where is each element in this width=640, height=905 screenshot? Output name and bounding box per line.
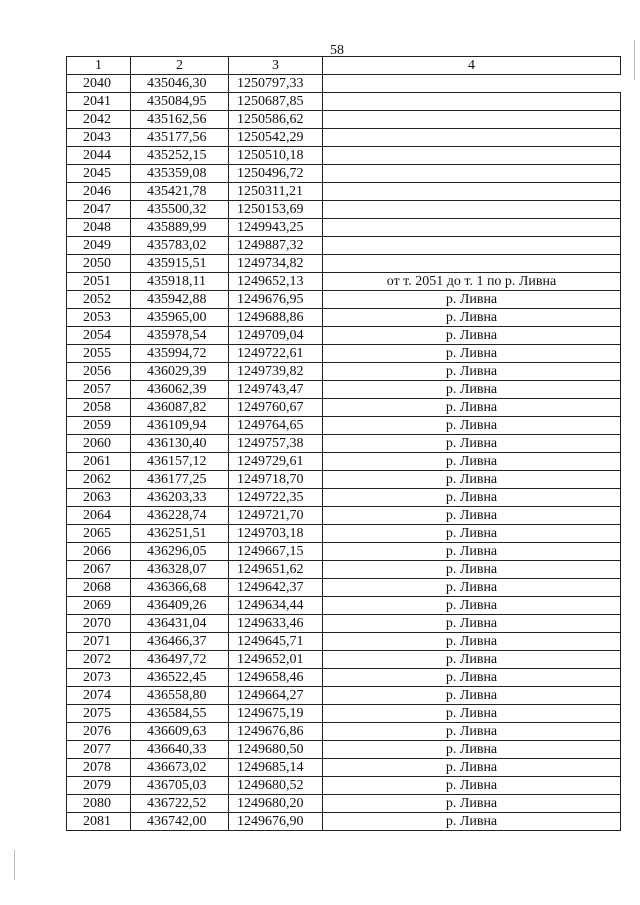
y-coordinate-cell: 1249633,46 bbox=[229, 615, 323, 633]
point-number-cell: 2051 bbox=[67, 273, 131, 291]
description-cell: р. Ливна bbox=[323, 561, 621, 579]
table-row bbox=[67, 147, 621, 165]
point-number-cell: 2056 bbox=[67, 363, 131, 381]
table-row bbox=[67, 687, 621, 705]
x-coordinate-cell: 436673,02 bbox=[131, 759, 229, 777]
x-coordinate-cell: 436029,39 bbox=[131, 363, 229, 381]
y-coordinate-cell: 1249664,27 bbox=[229, 687, 323, 705]
scan-edge-mark bbox=[14, 850, 15, 880]
point-number-cell: 2059 bbox=[67, 417, 131, 435]
description-cell bbox=[323, 93, 621, 111]
y-coordinate-cell: 1249642,37 bbox=[229, 579, 323, 597]
y-coordinate-cell: 1249652,01 bbox=[229, 651, 323, 669]
table-row bbox=[67, 813, 621, 831]
x-coordinate-cell: 435046,30 bbox=[131, 75, 229, 93]
scan-edge-mark bbox=[634, 40, 635, 80]
point-number-cell: 2066 bbox=[67, 543, 131, 561]
y-coordinate-cell: 1250797,33 bbox=[229, 75, 323, 93]
x-coordinate-cell: 436087,82 bbox=[131, 399, 229, 417]
x-coordinate-cell: 436366,68 bbox=[131, 579, 229, 597]
table-row bbox=[67, 165, 621, 183]
y-coordinate-cell: 1250153,69 bbox=[229, 201, 323, 219]
x-coordinate-cell: 436522,45 bbox=[131, 669, 229, 687]
x-coordinate-cell: 435084,95 bbox=[131, 93, 229, 111]
table-row bbox=[67, 255, 621, 273]
y-coordinate-cell: 1249658,46 bbox=[229, 669, 323, 687]
x-coordinate-cell: 436177,25 bbox=[131, 471, 229, 489]
y-coordinate-cell: 1249634,44 bbox=[229, 597, 323, 615]
description-cell: р. Ливна bbox=[323, 669, 621, 687]
y-coordinate-cell: 1249734,82 bbox=[229, 255, 323, 273]
x-coordinate-cell: 436130,40 bbox=[131, 435, 229, 453]
description-cell: р. Ливна bbox=[323, 795, 621, 813]
table-row bbox=[67, 219, 621, 237]
y-coordinate-cell: 1249676,90 bbox=[229, 813, 323, 831]
y-coordinate-cell: 1250542,29 bbox=[229, 129, 323, 147]
y-coordinate-cell: 1249688,86 bbox=[229, 309, 323, 327]
description-cell: р. Ливна bbox=[323, 489, 621, 507]
point-number-cell: 2068 bbox=[67, 579, 131, 597]
table-row bbox=[67, 237, 621, 255]
description-cell: р. Ливна bbox=[323, 345, 621, 363]
description-cell: р. Ливна bbox=[323, 633, 621, 651]
x-coordinate-cell: 436157,12 bbox=[131, 453, 229, 471]
y-coordinate-cell: 1249718,70 bbox=[229, 471, 323, 489]
description-cell: р. Ливна bbox=[323, 813, 621, 831]
table-row bbox=[67, 417, 621, 435]
description-cell: р. Ливна bbox=[323, 687, 621, 705]
table-row bbox=[67, 381, 621, 399]
x-coordinate-cell: 435978,54 bbox=[131, 327, 229, 345]
y-coordinate-cell: 1249651,62 bbox=[229, 561, 323, 579]
y-coordinate-cell: 1249680,50 bbox=[229, 741, 323, 759]
y-coordinate-cell: 1249722,35 bbox=[229, 489, 323, 507]
table-row bbox=[67, 777, 621, 795]
description-cell bbox=[323, 237, 621, 255]
y-coordinate-cell: 1249680,52 bbox=[229, 777, 323, 795]
y-coordinate-cell: 1249676,95 bbox=[229, 291, 323, 309]
x-coordinate-cell: 435177,56 bbox=[131, 129, 229, 147]
description-cell: от т. 2051 до т. 1 по р. Ливна bbox=[323, 273, 621, 291]
table-row bbox=[67, 111, 621, 129]
point-number-cell: 2063 bbox=[67, 489, 131, 507]
table-row bbox=[67, 183, 621, 201]
x-coordinate-cell: 436640,33 bbox=[131, 741, 229, 759]
description-cell: р. Ливна bbox=[323, 705, 621, 723]
point-number-cell: 2045 bbox=[67, 165, 131, 183]
table-row bbox=[67, 597, 621, 615]
table-row bbox=[67, 201, 621, 219]
table-row bbox=[67, 525, 621, 543]
point-number-cell: 2067 bbox=[67, 561, 131, 579]
y-coordinate-cell: 1249675,19 bbox=[229, 705, 323, 723]
point-number-cell: 2048 bbox=[67, 219, 131, 237]
point-number-cell: 2046 bbox=[67, 183, 131, 201]
table-row bbox=[67, 795, 621, 813]
description-cell bbox=[323, 201, 621, 219]
x-coordinate-cell: 435994,72 bbox=[131, 345, 229, 363]
point-number-cell: 2047 bbox=[67, 201, 131, 219]
description-cell: р. Ливна bbox=[323, 579, 621, 597]
description-cell: р. Ливна bbox=[323, 291, 621, 309]
y-coordinate-cell: 1250586,62 bbox=[229, 111, 323, 129]
y-coordinate-cell: 1249676,86 bbox=[229, 723, 323, 741]
point-number-cell: 2065 bbox=[67, 525, 131, 543]
x-coordinate-cell: 435252,15 bbox=[131, 147, 229, 165]
table-row bbox=[67, 705, 621, 723]
description-cell: р. Ливна bbox=[323, 741, 621, 759]
y-coordinate-cell: 1249943,25 bbox=[229, 219, 323, 237]
table-row bbox=[67, 273, 621, 291]
table-row bbox=[67, 129, 621, 147]
x-coordinate-cell: 436722,52 bbox=[131, 795, 229, 813]
description-cell: р. Ливна bbox=[323, 651, 621, 669]
point-number-cell: 2079 bbox=[67, 777, 131, 795]
description-cell bbox=[323, 165, 621, 183]
column-header-4: 4 bbox=[323, 57, 621, 75]
x-coordinate-cell: 436705,03 bbox=[131, 777, 229, 795]
y-coordinate-cell: 1250311,21 bbox=[229, 183, 323, 201]
description-cell: р. Ливна bbox=[323, 507, 621, 525]
point-number-cell: 2073 bbox=[67, 669, 131, 687]
point-number-cell: 2042 bbox=[67, 111, 131, 129]
table-row bbox=[67, 327, 621, 345]
table-row bbox=[67, 741, 621, 759]
x-coordinate-cell: 436328,07 bbox=[131, 561, 229, 579]
point-number-cell: 2077 bbox=[67, 741, 131, 759]
table-row bbox=[67, 507, 621, 525]
description-cell bbox=[323, 129, 621, 147]
point-number-cell: 2054 bbox=[67, 327, 131, 345]
table-row bbox=[67, 75, 621, 93]
x-coordinate-cell: 435162,56 bbox=[131, 111, 229, 129]
x-coordinate-cell: 436584,55 bbox=[131, 705, 229, 723]
description-cell: р. Ливна bbox=[323, 309, 621, 327]
point-number-cell: 2075 bbox=[67, 705, 131, 723]
table-row bbox=[67, 723, 621, 741]
table-row bbox=[67, 615, 621, 633]
page-number: 58 bbox=[330, 43, 344, 58]
x-coordinate-cell: 436109,94 bbox=[131, 417, 229, 435]
column-header-2: 2 bbox=[131, 57, 229, 75]
y-coordinate-cell: 1249652,13 bbox=[229, 273, 323, 291]
description-cell: р. Ливна bbox=[323, 525, 621, 543]
point-number-cell: 2044 bbox=[67, 147, 131, 165]
point-number-cell: 2076 bbox=[67, 723, 131, 741]
point-number-cell: 2078 bbox=[67, 759, 131, 777]
point-number-cell: 2043 bbox=[67, 129, 131, 147]
point-number-cell: 2057 bbox=[67, 381, 131, 399]
point-number-cell: 2071 bbox=[67, 633, 131, 651]
table-row bbox=[67, 669, 621, 687]
point-number-cell: 2040 bbox=[67, 75, 131, 93]
y-coordinate-cell: 1249760,67 bbox=[229, 399, 323, 417]
point-number-cell: 2070 bbox=[67, 615, 131, 633]
description-cell: р. Ливна bbox=[323, 453, 621, 471]
table-row bbox=[67, 435, 621, 453]
table-row bbox=[67, 759, 621, 777]
description-cell: р. Ливна bbox=[323, 597, 621, 615]
point-number-cell: 2053 bbox=[67, 309, 131, 327]
y-coordinate-cell: 1249667,15 bbox=[229, 543, 323, 561]
description-cell: р. Ливна bbox=[323, 381, 621, 399]
point-number-cell: 2060 bbox=[67, 435, 131, 453]
y-coordinate-cell: 1249757,38 bbox=[229, 435, 323, 453]
x-coordinate-cell: 435359,08 bbox=[131, 165, 229, 183]
y-coordinate-cell: 1249685,14 bbox=[229, 759, 323, 777]
y-coordinate-cell: 1249722,61 bbox=[229, 345, 323, 363]
x-coordinate-cell: 435918,11 bbox=[131, 273, 229, 291]
column-header-1: 1 bbox=[67, 57, 131, 75]
x-coordinate-cell: 436558,80 bbox=[131, 687, 229, 705]
x-coordinate-cell: 435783,02 bbox=[131, 237, 229, 255]
table-row bbox=[67, 561, 621, 579]
description-cell bbox=[323, 219, 621, 237]
point-number-cell: 2041 bbox=[67, 93, 131, 111]
table-row bbox=[67, 345, 621, 363]
coordinates-table bbox=[66, 56, 621, 831]
y-coordinate-cell: 1250510,18 bbox=[229, 147, 323, 165]
description-cell bbox=[323, 255, 621, 273]
point-number-cell: 2072 bbox=[67, 651, 131, 669]
x-coordinate-cell: 436203,33 bbox=[131, 489, 229, 507]
description-cell: р. Ливна bbox=[323, 777, 621, 795]
x-coordinate-cell: 436296,05 bbox=[131, 543, 229, 561]
table-row bbox=[67, 489, 621, 507]
table-row bbox=[67, 363, 621, 381]
x-coordinate-cell: 436609,63 bbox=[131, 723, 229, 741]
description-cell bbox=[323, 111, 621, 129]
x-coordinate-cell: 436431,04 bbox=[131, 615, 229, 633]
y-coordinate-cell: 1250496,72 bbox=[229, 165, 323, 183]
description-cell: р. Ливна bbox=[323, 399, 621, 417]
point-number-cell: 2050 bbox=[67, 255, 131, 273]
y-coordinate-cell: 1249645,71 bbox=[229, 633, 323, 651]
x-coordinate-cell: 436742,00 bbox=[131, 813, 229, 831]
x-coordinate-cell: 436251,51 bbox=[131, 525, 229, 543]
x-coordinate-cell: 436228,74 bbox=[131, 507, 229, 525]
description-cell: р. Ливна bbox=[323, 471, 621, 489]
description-cell: р. Ливна bbox=[323, 363, 621, 381]
point-number-cell: 2049 bbox=[67, 237, 131, 255]
y-coordinate-cell: 1249721,70 bbox=[229, 507, 323, 525]
point-number-cell: 2058 bbox=[67, 399, 131, 417]
table-row bbox=[67, 399, 621, 417]
table-row bbox=[67, 579, 621, 597]
y-coordinate-cell: 1250687,85 bbox=[229, 93, 323, 111]
point-number-cell: 2062 bbox=[67, 471, 131, 489]
x-coordinate-cell: 435500,32 bbox=[131, 201, 229, 219]
table-row bbox=[67, 651, 621, 669]
x-coordinate-cell: 435942,88 bbox=[131, 291, 229, 309]
table-row bbox=[67, 93, 621, 111]
point-number-cell: 2069 bbox=[67, 597, 131, 615]
description-cell: р. Ливна bbox=[323, 435, 621, 453]
y-coordinate-cell: 1249739,82 bbox=[229, 363, 323, 381]
x-coordinate-cell: 436497,72 bbox=[131, 651, 229, 669]
y-coordinate-cell: 1249743,47 bbox=[229, 381, 323, 399]
y-coordinate-cell: 1249680,20 bbox=[229, 795, 323, 813]
x-coordinate-cell: 436062,39 bbox=[131, 381, 229, 399]
table-row bbox=[67, 453, 621, 471]
description-cell: р. Ливна bbox=[323, 327, 621, 345]
table-row bbox=[67, 471, 621, 489]
point-number-cell: 2080 bbox=[67, 795, 131, 813]
table-row bbox=[67, 291, 621, 309]
y-coordinate-cell: 1249729,61 bbox=[229, 453, 323, 471]
y-coordinate-cell: 1249887,32 bbox=[229, 237, 323, 255]
point-number-cell: 2074 bbox=[67, 687, 131, 705]
x-coordinate-cell: 435889,99 bbox=[131, 219, 229, 237]
description-cell bbox=[323, 183, 621, 201]
x-coordinate-cell: 436466,37 bbox=[131, 633, 229, 651]
x-coordinate-cell: 435965,00 bbox=[131, 309, 229, 327]
y-coordinate-cell: 1249764,65 bbox=[229, 417, 323, 435]
description-cell bbox=[323, 147, 621, 165]
table-body bbox=[67, 75, 621, 831]
y-coordinate-cell: 1249709,04 bbox=[229, 327, 323, 345]
description-cell: р. Ливна bbox=[323, 759, 621, 777]
point-number-cell: 2064 bbox=[67, 507, 131, 525]
x-coordinate-cell: 435421,78 bbox=[131, 183, 229, 201]
y-coordinate-cell: 1249703,18 bbox=[229, 525, 323, 543]
description-cell: р. Ливна bbox=[323, 417, 621, 435]
point-number-cell: 2061 bbox=[67, 453, 131, 471]
x-coordinate-cell: 436409,26 bbox=[131, 597, 229, 615]
point-number-cell: 2081 bbox=[67, 813, 131, 831]
point-number-cell: 2055 bbox=[67, 345, 131, 363]
x-coordinate-cell: 435915,51 bbox=[131, 255, 229, 273]
point-number-cell: 2052 bbox=[67, 291, 131, 309]
table-row bbox=[67, 633, 621, 651]
column-header-3: 3 bbox=[229, 57, 323, 75]
table-row bbox=[67, 543, 621, 561]
table-row bbox=[67, 309, 621, 327]
table-header-row bbox=[67, 57, 621, 75]
description-cell: р. Ливна bbox=[323, 723, 621, 741]
description-cell: р. Ливна bbox=[323, 615, 621, 633]
description-cell: р. Ливна bbox=[323, 543, 621, 561]
